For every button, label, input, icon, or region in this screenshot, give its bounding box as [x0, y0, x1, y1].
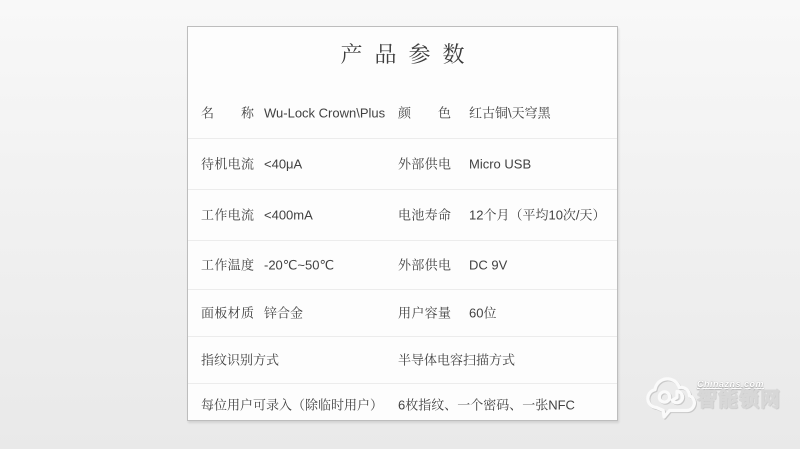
spec-label-right: 外部供电	[398, 257, 451, 273]
card-title: 产品参数	[340, 42, 477, 67]
watermark-site-url: Chinazns.com	[697, 379, 765, 389]
spec-label-left: 指纹识别方式	[201, 352, 280, 368]
spec-row	[188, 289, 617, 336]
spec-label-right: 用户容量	[398, 305, 451, 321]
spec-value-right: DC 9V	[469, 257, 508, 273]
spec-value-mid: 半导体电容扫描方式	[398, 352, 516, 368]
spec-label-right: 外部供电	[398, 156, 451, 172]
spec-row	[188, 189, 617, 240]
spec-value-mid: 6枚指纹、一个密码、一张NFC	[398, 397, 575, 412]
spec-row	[188, 383, 617, 425]
spec-row	[188, 336, 617, 383]
spec-row	[188, 240, 617, 289]
spec-label-left: 名称	[201, 105, 254, 121]
cloud-logo-icon	[643, 371, 701, 419]
spec-card	[187, 26, 618, 421]
spec-label-left: 待机电流	[201, 156, 254, 172]
spec-label-right: 电池寿命	[398, 207, 451, 223]
spec-label-left: 工作温度	[201, 257, 254, 273]
spec-value-left: -20℃~50℃	[264, 257, 335, 273]
spec-label-left: 面板材质	[201, 305, 254, 321]
spec-label-left: 每位用户可录入（除临时用户）	[201, 397, 384, 412]
spec-value-left: <400mA	[264, 207, 313, 223]
watermark-site-name: 智能锁网	[697, 389, 781, 411]
watermark	[643, 371, 798, 423]
spec-value-right: 12个月（平均10次/天）	[469, 207, 606, 223]
spec-row	[188, 88, 617, 138]
spec-value-right: 红古铜\天穹黑	[469, 105, 551, 121]
spec-label-left: 工作电流	[201, 207, 254, 223]
spec-value-left: <40μA	[264, 156, 303, 172]
spec-value-left: Wu-Lock Crown\Plus	[264, 105, 386, 121]
spec-value-right: 60位	[469, 305, 497, 321]
watermark-text	[697, 371, 781, 411]
spec-value-left: 锌合金	[264, 305, 304, 321]
spec-row	[188, 138, 617, 189]
spec-label-right: 颜色	[398, 105, 451, 121]
spec-rows	[188, 88, 617, 425]
spec-value-right: Micro USB	[469, 156, 532, 172]
